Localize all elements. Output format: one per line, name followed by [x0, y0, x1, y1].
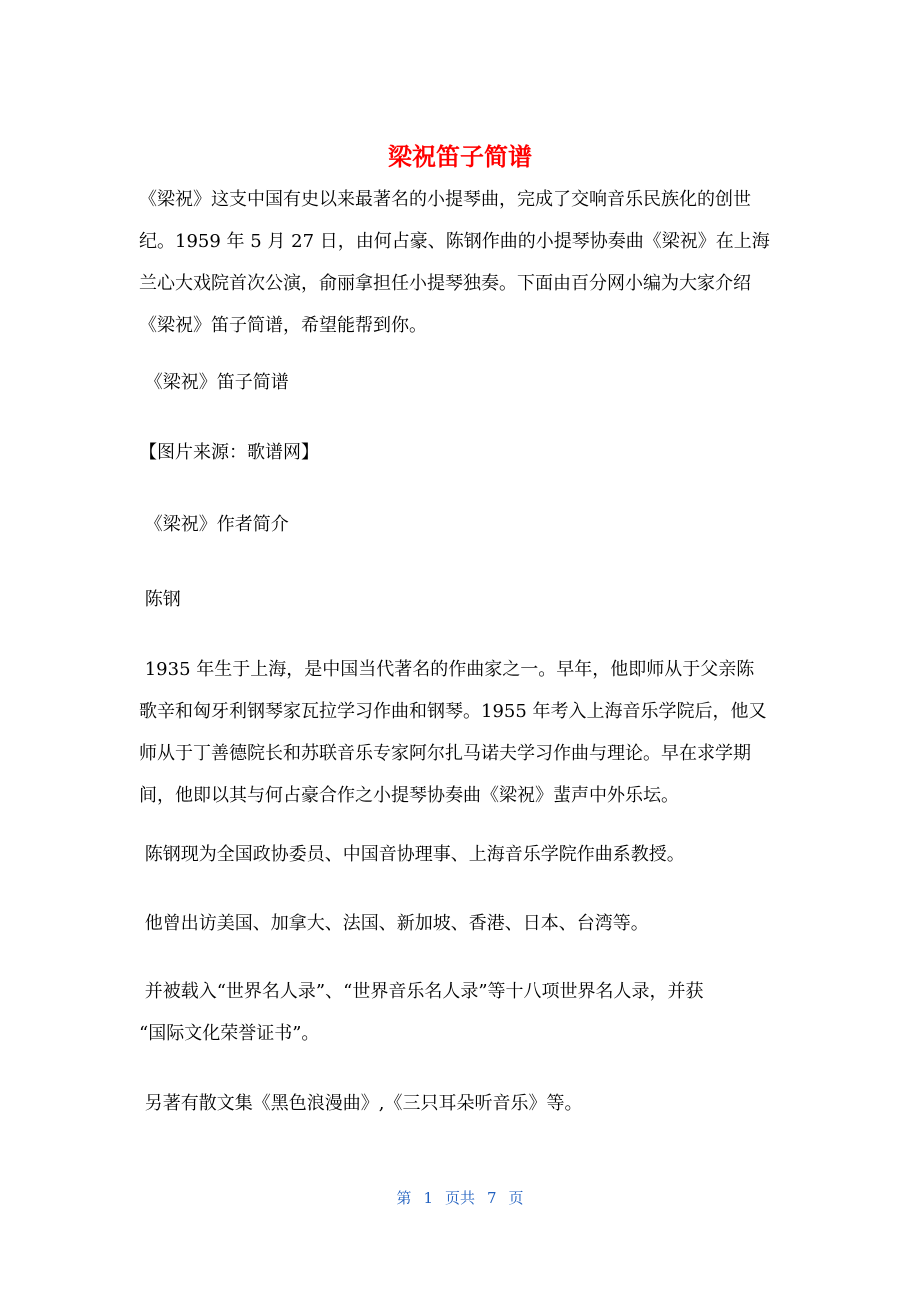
text-line: “国际文化荣誉证书”。	[139, 1023, 320, 1044]
paragraph	[139, 504, 799, 546]
footer-suffix: 页	[508, 1189, 524, 1207]
text-line: 《梁祝》这支中国有史以来最著名的小提琴曲，完成了交响音乐民族化的创世	[139, 189, 751, 210]
text-line: 《梁祝》笛子简谱，希望能帮到你。	[139, 315, 427, 336]
text-line: 纪。1959 年 5 月 27 日，由何占豪、陈钢作曲的小提琴协奏曲《梁祝》在上海	[139, 231, 770, 252]
paragraph	[139, 903, 799, 945]
paragraph	[139, 432, 799, 474]
footer-current-page: 1	[423, 1189, 433, 1207]
paragraph	[139, 971, 799, 1055]
paragraph	[139, 649, 799, 817]
text-line: 【图片来源：歌谱网】	[139, 442, 319, 463]
page-footer	[0, 1186, 920, 1210]
text-line: 《梁祝》笛子简谱	[139, 372, 289, 393]
paragraph	[139, 179, 799, 347]
text-line: 陈钢现为全国政协委员、中国音协理事、上海音乐学院作曲系教授。	[139, 844, 685, 865]
document-title: 梁祝笛子简谱	[388, 143, 532, 171]
text-line: 他曾出访美国、加拿大、法国、新加坡、香港、日本、台湾等。	[139, 913, 649, 934]
footer-middle: 页共	[444, 1189, 475, 1207]
paragraph	[139, 834, 799, 876]
text-line: 师从于丁善德院长和苏联音乐专家阿尔扎马诺夫学习作曲与理论。早在求学期	[139, 743, 751, 764]
text-line: 陈钢	[139, 589, 181, 610]
footer-prefix: 第	[396, 1189, 412, 1207]
text-line: 歌辛和匈牙利钢琴家瓦拉学习作曲和钢琴。1955 年考入上海音乐学院后，他又	[139, 701, 767, 722]
text-line: 《梁祝》作者简介	[139, 514, 289, 535]
paragraph	[139, 579, 799, 621]
text-line: 另著有散文集《黑色浪漫曲》,《三只耳朵听音乐》等。	[139, 1093, 583, 1114]
text-line: 间，他即以其与何占豪合作之小提琴协奏曲《梁祝》蜚声中外乐坛。	[139, 785, 679, 806]
paragraph	[139, 362, 799, 404]
text-line: 1935 年生于上海，是中国当代著名的作曲家之一。早年，他即师从于父亲陈	[139, 659, 755, 680]
footer-total-pages: 7	[487, 1189, 497, 1207]
text-line: 兰心大戏院首次公演，俞丽拿担任小提琴独奏。下面由百分网小编为大家介绍	[139, 273, 751, 294]
text-line: 并被载入“世界名人录”、“世界音乐名人录”等十八项世界名人录，并获	[139, 981, 704, 1002]
paragraph	[139, 1083, 799, 1125]
